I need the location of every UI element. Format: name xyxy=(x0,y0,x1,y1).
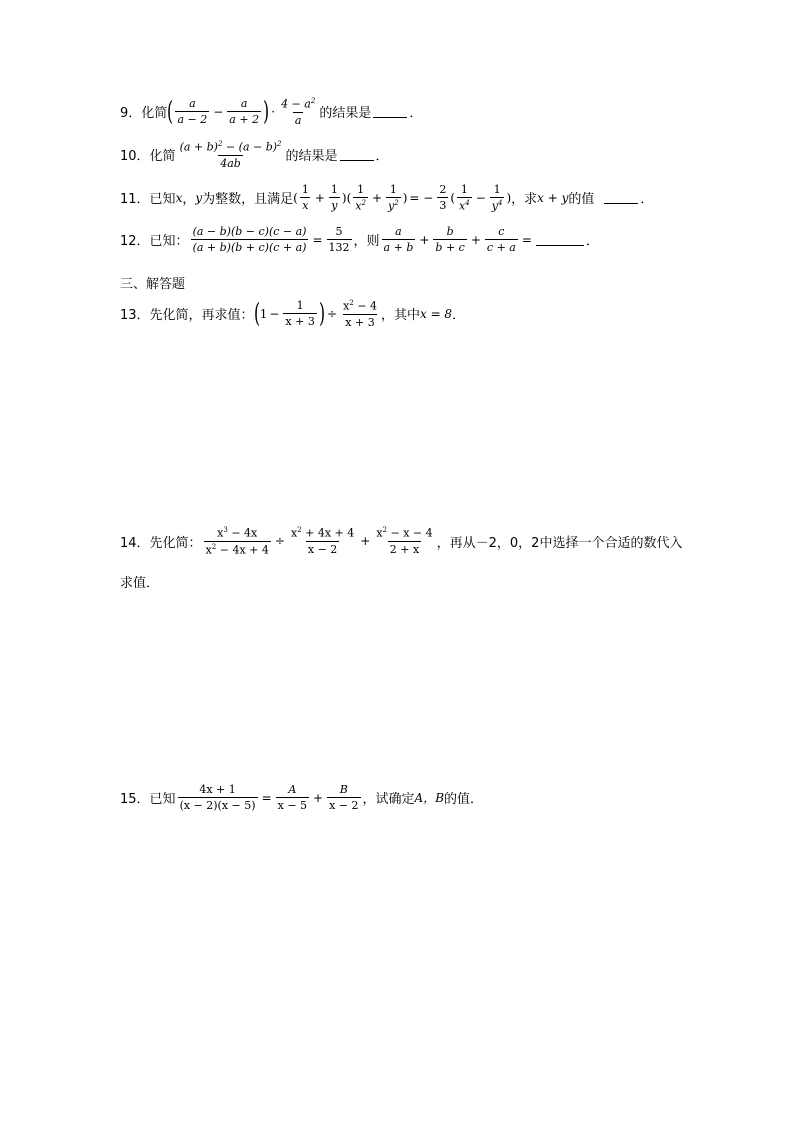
fraction: $\frac{B}{x - 2}$ xyxy=(329,783,359,812)
fraction: $\frac{b}{b + c}$ xyxy=(435,225,465,254)
fraction: $\frac{c}{c + a}$ xyxy=(486,225,516,254)
fraction: $\frac{A}{x - 5}$ xyxy=(277,783,308,812)
question-end: ． xyxy=(640,192,654,208)
separator: ， xyxy=(182,192,196,208)
question-12: 12． 已知： $\frac{(a - b)(b - c)(c - a)}{(a + b)(b + c)(c + a)}$ = $\frac{5}{132}$ ，则 $\frac{a}{a + b}$ + $\frac{b}{b + c}$ + $\frac{c}{c + a}$ = ． xyxy=(120,225,599,254)
question-prefix: 已知 xyxy=(149,192,176,208)
left-paren: ( xyxy=(167,96,174,127)
question-number: 13． xyxy=(120,308,150,324)
fraction: $\frac{x^2 - x - 4}{2 + x}$ xyxy=(376,526,433,556)
question-end: 的值． xyxy=(444,792,484,807)
question-end: ． xyxy=(585,234,599,249)
question-suffix: ，试确定 xyxy=(362,792,415,807)
question-number: 12． xyxy=(120,234,150,249)
question-number: 9． xyxy=(120,106,142,122)
question-prefix: 先化简，再求值： xyxy=(149,308,254,324)
fraction: $\frac{2}{3}$ xyxy=(439,183,447,213)
fraction: $\frac{a}{a + b}$ xyxy=(383,225,414,254)
left-paren: ( xyxy=(253,298,260,329)
answer-blank[interactable] xyxy=(373,105,407,118)
question-11: 11． 已知 x ， y 为整数，且满足 ( $\frac{1}{x}$ + $\frac{1}{y}$ )( $\frac{1}{x^2}$ + $\frac{1}{y^2}$ ) = − $\frac{2}{3}$ ( $\frac{1}{x^4}$ − $\frac{1}{y^4}$ ) ，求 x + y 的值 ． xyxy=(120,183,654,213)
question-number: 15． xyxy=(120,792,150,807)
question-suffix: ，再从 xyxy=(436,535,476,551)
fraction: $\frac{1}{x}$ xyxy=(301,183,309,213)
question-end: ． xyxy=(409,106,423,122)
fraction: $\frac{1}{y^4}$ xyxy=(491,183,503,213)
answer-blank[interactable] xyxy=(340,148,374,161)
question-ask-end: 的值 xyxy=(568,192,595,208)
question-13: 13． 先化简，再求值： ( 1 − $\frac{1}{x + 3}$ ) ÷ $\frac{x^2 - 4}{x + 3}$ ，其中 x = 8 ． xyxy=(120,298,466,329)
right-paren: ) xyxy=(263,96,270,127)
fraction: $\frac{1}{x + 3}$ xyxy=(285,299,315,329)
variable-x: x xyxy=(175,190,183,205)
question-prefix: 化简 xyxy=(141,106,168,122)
question-15: 15． 已知 $\frac{4x + 1}{(x - 2)(x - 5)}$ = $\frac{A}{x - 5}$ + $\frac{B}{x - 2}$ ，试确定 A，B 的值． xyxy=(120,783,484,812)
question-prefix: 化简 xyxy=(149,149,176,165)
fraction: $\frac{1}{x^2}$ xyxy=(355,183,366,213)
question-number: 11． xyxy=(120,192,150,208)
question-suffix: ，其中 xyxy=(380,308,420,324)
fraction: $\frac{5}{132}$ xyxy=(328,225,350,254)
question-ask: ，求 xyxy=(511,192,538,208)
fraction: $\frac{1}{y^2}$ xyxy=(388,183,399,213)
choices: －2，0，2 xyxy=(475,535,540,551)
question-14: 14． 先化简： $\frac{x^3 - 4x}{x^2 - 4x + 4}$ ÷ $\frac{x^2 + 4x + 4}{x - 2}$ + $\frac{x^2 - x - 4}{2 + x}$ ，再从 －2，0，2 中选择一个合适的数代入 xyxy=(120,526,683,557)
fraction: $\frac{a}{a - 2}$ xyxy=(177,97,208,127)
question-suffix: 的结果是 xyxy=(285,149,338,165)
answer-blank[interactable] xyxy=(536,233,584,246)
section-title: 三、解答题 xyxy=(120,277,186,292)
fraction: $\frac{x^2 + 4x + 4}{x - 2}$ xyxy=(290,526,355,556)
fraction: $\frac{1}{y}$ xyxy=(330,183,338,213)
question-tail: 中选择一个合适的数代入 xyxy=(539,535,683,551)
fraction: $\frac{(a + b)^2 - (a - b)^2}{4ab}$ xyxy=(179,140,282,170)
fraction: $\frac{x^2 - 4}{x + 3}$ xyxy=(343,299,377,329)
question-mid: ，则 xyxy=(353,234,380,249)
answer-blank[interactable] xyxy=(604,191,638,204)
question-number: 10． xyxy=(120,149,150,165)
question-prefix: 已知 xyxy=(149,792,176,807)
fraction: $\frac{x^3 - 4x}{x^2 - 4x + 4}$ xyxy=(205,526,269,557)
fraction: $\frac{4 - a^2}{a}$ xyxy=(281,97,316,127)
question-14-line-2: 求值． xyxy=(120,576,160,591)
question-prefix: 已知： xyxy=(149,234,189,249)
right-paren: ) xyxy=(318,298,325,329)
question-mid: 为整数，且满足 xyxy=(202,192,294,208)
condition: x = 8 xyxy=(419,306,453,321)
question-10 xyxy=(120,141,389,169)
question-suffix: 的结果是 xyxy=(319,106,372,122)
question-end: ． xyxy=(375,149,389,165)
question-number: 14． xyxy=(120,535,150,551)
variables: A，B xyxy=(414,791,445,805)
fraction: $\frac{(a - b)(b - c)(c - a)}{(a + b)(b + c)(c + a)}$ xyxy=(192,225,307,254)
variable-y: y xyxy=(195,190,203,205)
fraction: $\frac{1}{x^4}$ xyxy=(459,183,470,213)
question-9: 9． 化简 ( $\frac{a}{a - 2}$ − $\frac{a}{a + 2}$ ) · $\frac{4 - a^2}{a}$ 的结果是 ． xyxy=(120,96,423,127)
fraction: $\frac{4x + 1}{(x - 2)(x - 5)}$ xyxy=(179,783,256,812)
question-end: ． xyxy=(452,308,466,324)
question-prefix: 先化简： xyxy=(149,535,202,551)
ask-expression: x + y xyxy=(537,190,569,205)
fraction: $\frac{a}{a + 2}$ xyxy=(229,97,260,127)
